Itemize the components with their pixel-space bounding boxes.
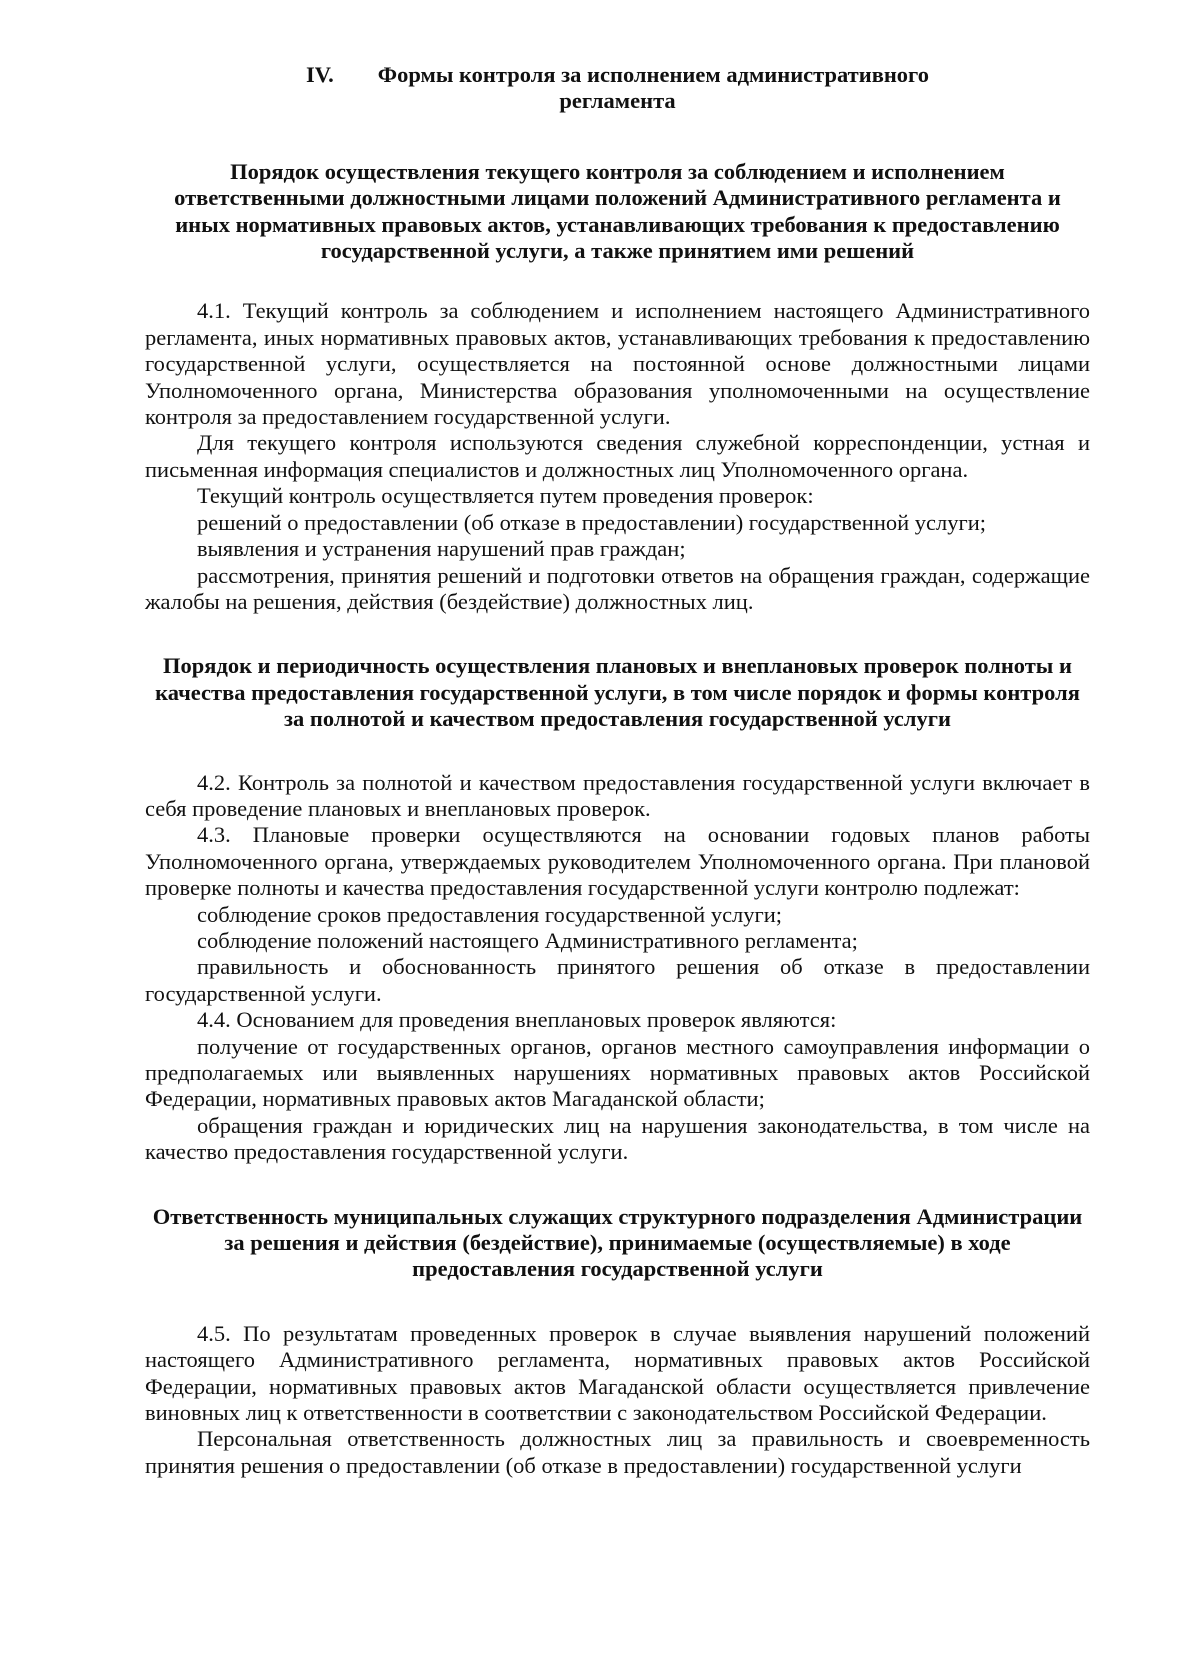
section1-heading: Порядок осуществления текущего контроля за соблюдением и исполнением ответственными должностными лицами положений Административного регламента и иных нормативных правовых актов, устанавливающих требования к предоставлению государственной услуги, а также принятием ими решений — [174, 158, 1061, 264]
chapter-title-line1: Формы контроля за исполнением административного — [377, 62, 929, 87]
paragraph-4-1: 4.1. Текущий контроль за соблюдением и исполнением настоящего Административного регламента, иных нормативных правовых актов, устанавливающих требования к предоставлению государственной услуги, осуществляется на постоянной основе должностными лицами Уполномоченного органа, Министерства образования уполномоченными на осуществление контроля за предоставлением государственной услуги. — [145, 298, 1090, 430]
list-item: правильность и обоснованность принятого решения об отказе в предоставлении государственной услуги. — [145, 954, 1090, 1006]
list-item: обращения граждан и юридических лиц на нарушения законодательства, в том числе на качество предоставления государственной услуги. — [145, 1112, 1090, 1165]
list-item: рассмотрения, принятия решений и подготовки ответов на обращения граждан, содержащие жалобы на решения, действия (бездействие) должностных лиц. — [145, 562, 1090, 614]
paragraph: Текущий контроль осуществляется путем проведения проверок: — [197, 483, 814, 509]
list-item: получение от государственных органов, органов местного самоуправления информации о предполагаемых или выявленных нарушениях нормативных правовых актов Российской Федерации, нормативных правовых актов Магаданской области; — [145, 1033, 1090, 1112]
section2-heading: Порядок и периодичность осуществления плановых и внеплановых проверок полноты и качества предоставления государственной услуги, в том числе порядок и формы контроля за полнотой и качеством предоставления государственной услуги — [155, 653, 1080, 732]
paragraph-4-2: 4.2. Контроль за полнотой и качеством предоставления государственной услуги включает в себя проведение плановых и внеплановых проверок. — [145, 769, 1090, 821]
paragraph-4-3: 4.3. Плановые проверки осуществляются на основании годовых планов работы Уполномоченного органа, утверждаемых руководителем Уполномоченного органа. При плановой проверке полноты и качества предоставления государственной услуги контролю подлежат: — [145, 822, 1090, 901]
paragraph: Для текущего контроля используются сведения служебной корреспонденции, устная и письменная информация специалистов и должностных лиц Уполномоченного органа. — [145, 430, 1090, 482]
document-page — [145, 62, 1090, 1479]
list-item: решений о предоставлении (об отказе в предоставлении) государственной услуги; — [197, 509, 987, 535]
chapter-number: IV. — [306, 62, 334, 87]
paragraph: Персональная ответственность должностных лиц за правильность и своевременность принятия решения о предоставлении (об отказе в предоставлении) государственной услуги — [145, 1426, 1090, 1478]
chapter-title — [145, 62, 1090, 115]
chapter-title-line2: регламента — [559, 88, 676, 114]
paragraph-4-5: 4.5. По результатам проведенных проверок в случае выявления нарушений положений настоящего Административного регламента, нормативных правовых актов Российской Федерации, нормативных правовых актов Магаданской области осуществляется привлечение виновных лиц к ответственности в соответствии с законодательством Российской Федерации. — [145, 1320, 1090, 1426]
paragraph-4-4: 4.4. Основанием для проведения внеплановых проверок являются: — [197, 1007, 837, 1033]
section3-heading: Ответственность муниципальных служащих структурного подразделения Администрации за решения и действия (бездействие), принимаемые (осуществляемые) в ходе предоставления государственной услуги — [152, 1203, 1083, 1282]
list-item: выявления и устранения нарушений прав граждан; — [197, 536, 686, 562]
list-item: соблюдение положений настоящего Административного регламента; — [197, 927, 858, 953]
list-item: соблюдение сроков предоставления государственной услуги; — [197, 901, 783, 927]
